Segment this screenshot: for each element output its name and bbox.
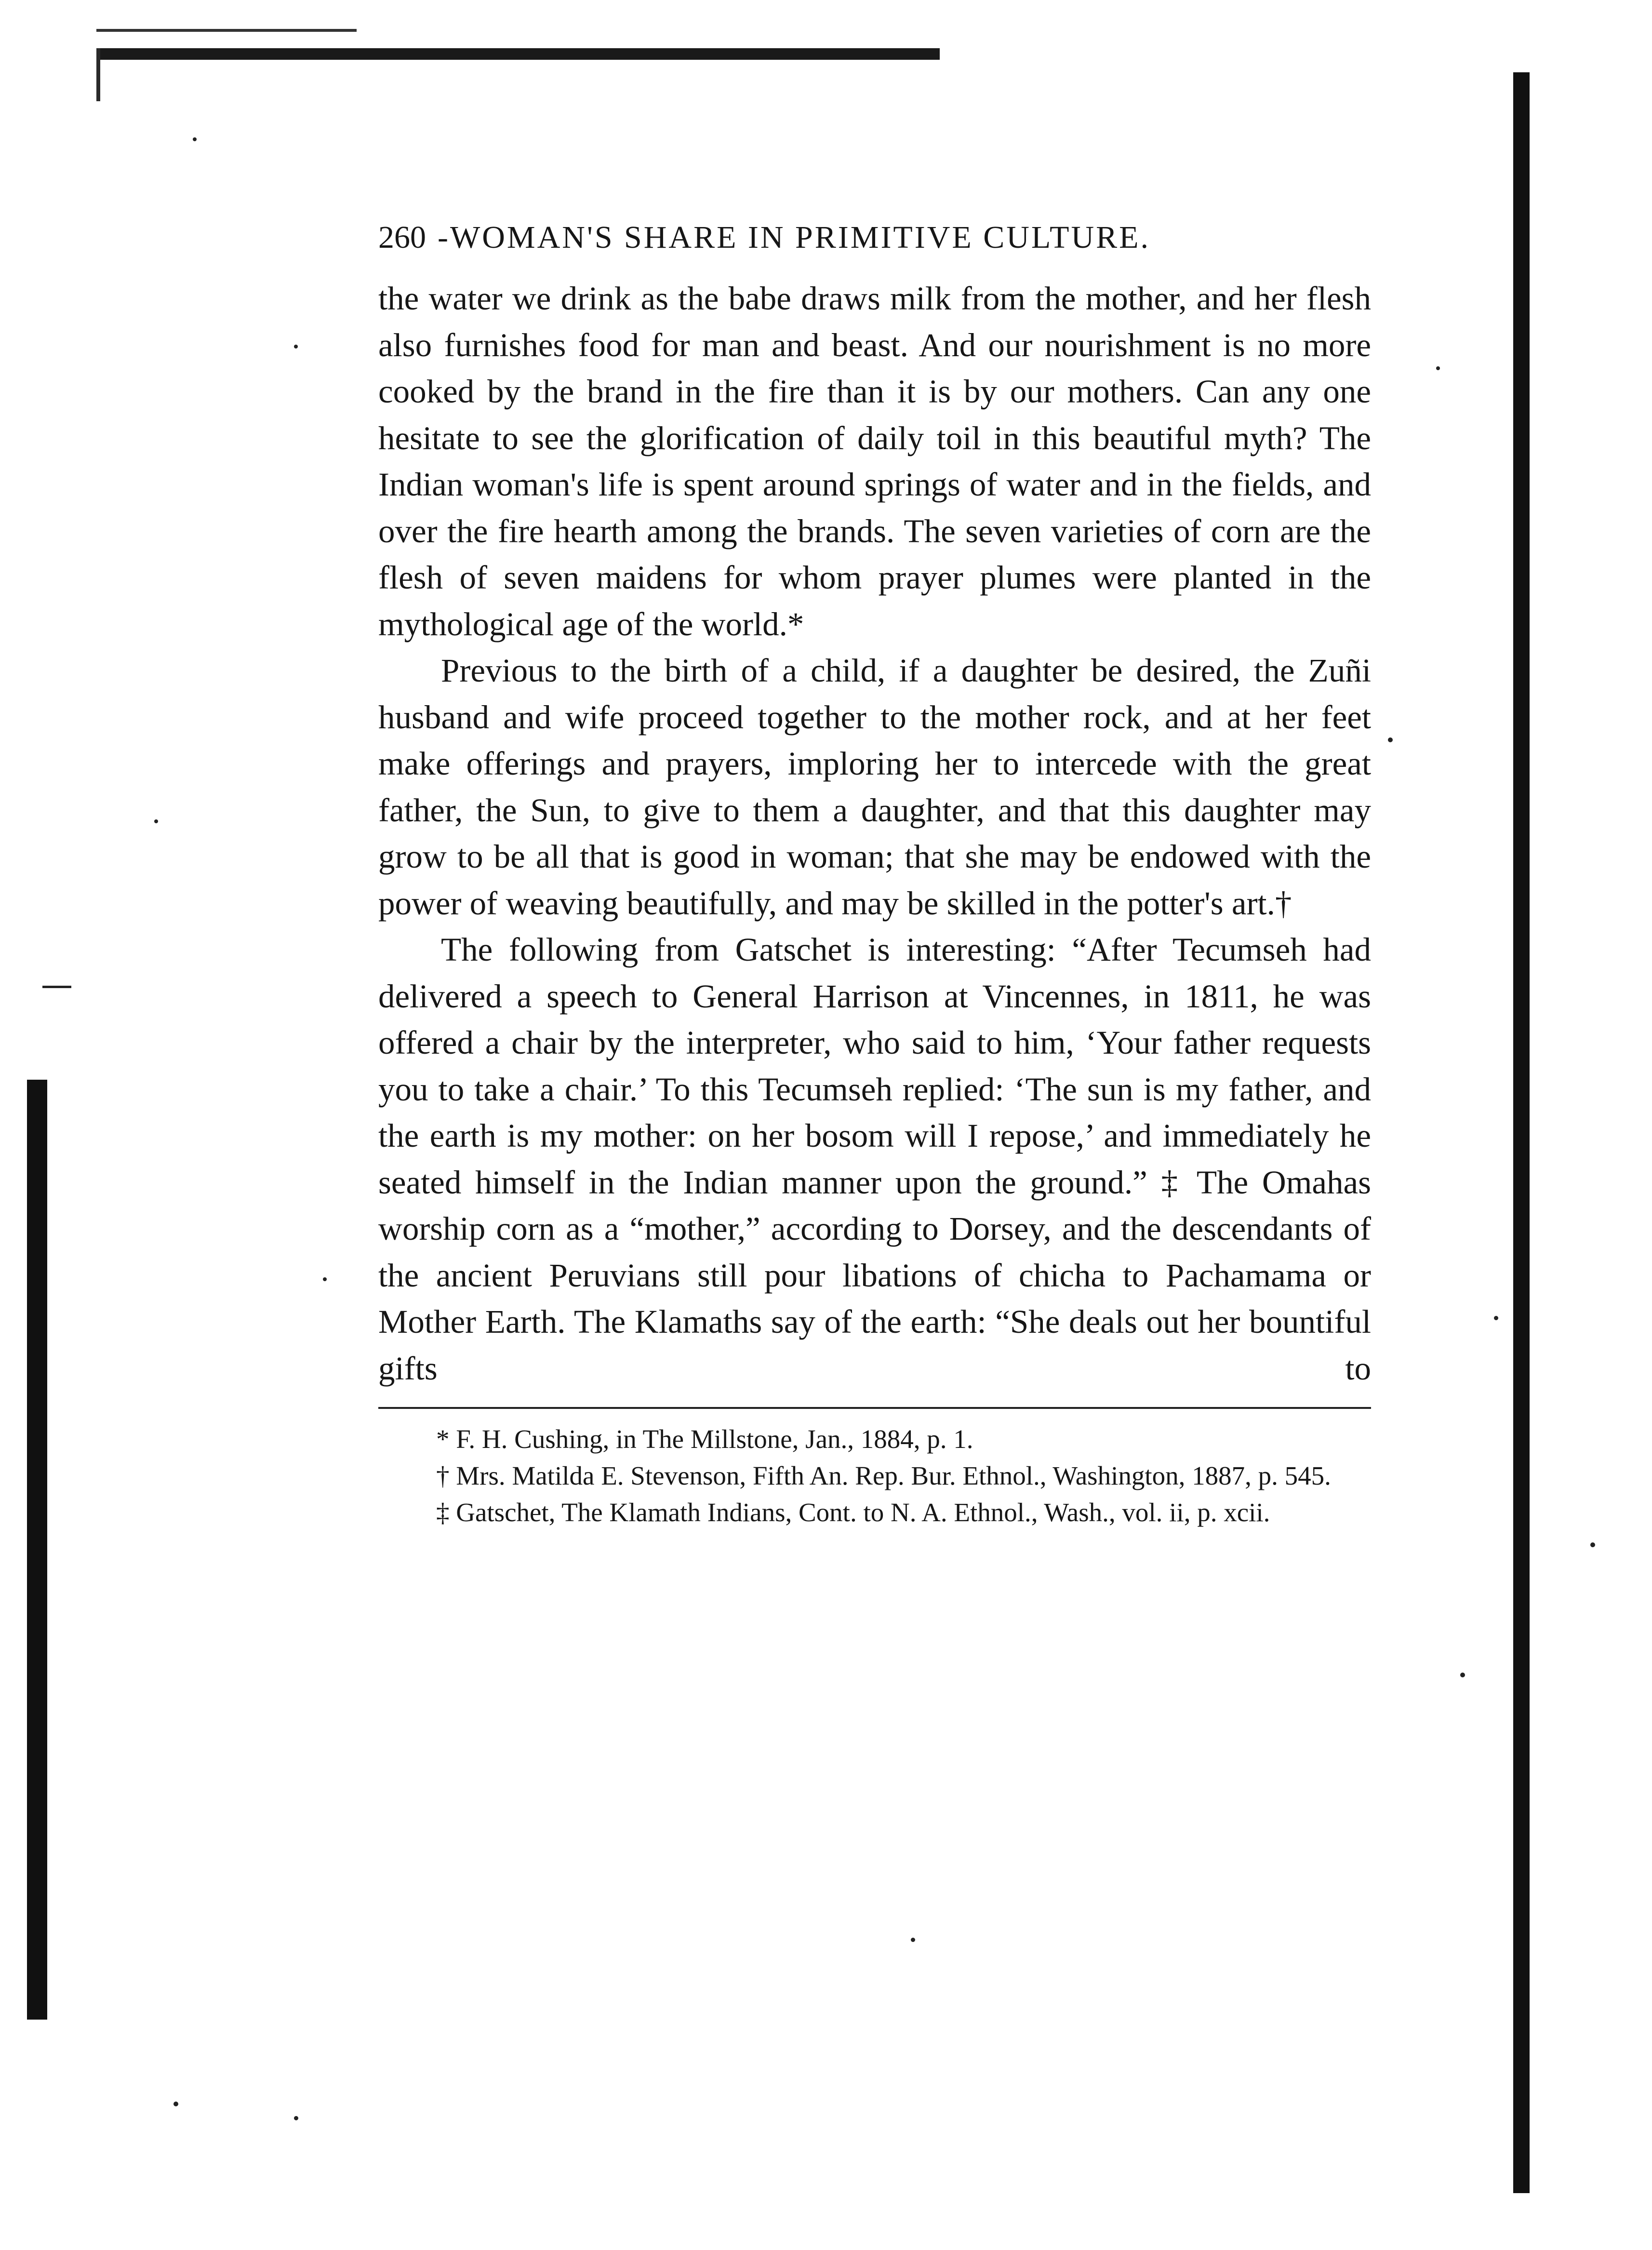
footnote: ‡ Gatschet, The Klamath Indians, Cont. to N. A. Ethnol., Wash., vol. ii, p. xcii. <box>436 1498 1270 1527</box>
scan-speck <box>1388 737 1393 742</box>
scan-speck <box>1590 1542 1595 1547</box>
paragraph: Previous to the birth of a child, if a daughter be desired, the Zuñi husband and wife proceed together to the mother rock, and at her feet make offerings and prayers, imploring her to intercede with the great father, the Sun, to give to them a daughter, and that this daughter may grow to be all that is good in woman; that she may be endowed with the power of weaving beautifully, and may be skilled in the potter's art.† <box>378 652 1371 922</box>
scan-speck <box>294 345 298 348</box>
scan-left-dash <box>42 986 71 988</box>
footnote: † Mrs. Matilda E. Stevenson, Fifth An. Rep. Bur. Ethnol., Washington, 1887, p. 545. <box>436 1461 1331 1490</box>
scan-right-edge <box>1513 72 1530 2193</box>
running-head <box>378 219 1371 256</box>
paragraph: The following from Gatschet is interesting: “After Tecumseh had delivered a speech to General Harrison at Vincennes, in 1811, he was offered a chair by the interpreter, who said to him, ‘Your father requests you to take a chair.’ To this Tecumseh replied: ‘The sun is my father, and the earth is my mother: on her bosom will I repose,’ and immediately he seated himself in the Indian manner upon the ground.” ‡ The Omahas worship corn as a “mother,” according to Dorsey, and the descendants of the ancient Peruvians still pour libations of chicha to Pachamama or Mother Earth. The Klamaths say of the earth: “She deals out her bountiful gifts to <box>378 931 1371 1387</box>
scan-speck <box>294 2116 298 2120</box>
footnotes <box>378 1422 1371 1529</box>
body-text <box>378 275 1371 1392</box>
scan-speck <box>1436 366 1440 370</box>
paragraph-continued: the water we drink as the babe draws milk from the mother, and her flesh also furnishes food for man and beast. And our nourishment is no more cooked by the brand in the fire than it is by our mothers. Can any one hesitate to see the glorification of daily toil in this beautiful myth? The Indian woman's life is spent around springs of water and in the fields, and over the fire hearth among the brands. The seven varieties of corn are the flesh of seven maidens for whom prayer plumes were planted in the mythological age of the world.* <box>378 280 1371 643</box>
scan-speck <box>1494 1316 1498 1320</box>
scan-top-left-tick <box>96 48 100 101</box>
scan-speck <box>173 2102 178 2106</box>
book-page <box>378 219 1371 1532</box>
scan-speck <box>193 137 197 141</box>
scan-speck <box>154 819 158 823</box>
scan-speck <box>323 1277 327 1281</box>
footnote-rule <box>378 1407 1371 1409</box>
scan-top-border <box>96 48 940 60</box>
scan-left-edge <box>27 1080 47 2020</box>
page-number: 260 <box>378 220 426 255</box>
scan-top-thin-line <box>96 29 357 32</box>
running-title: -WOMAN'S SHARE IN PRIMITIVE CULTURE. <box>438 220 1150 255</box>
scan-speck <box>1460 1673 1465 1677</box>
footnote: * F. H. Cushing, in The Millstone, Jan., 1884, p. 1. <box>436 1424 973 1454</box>
scan-speck <box>911 1938 915 1942</box>
